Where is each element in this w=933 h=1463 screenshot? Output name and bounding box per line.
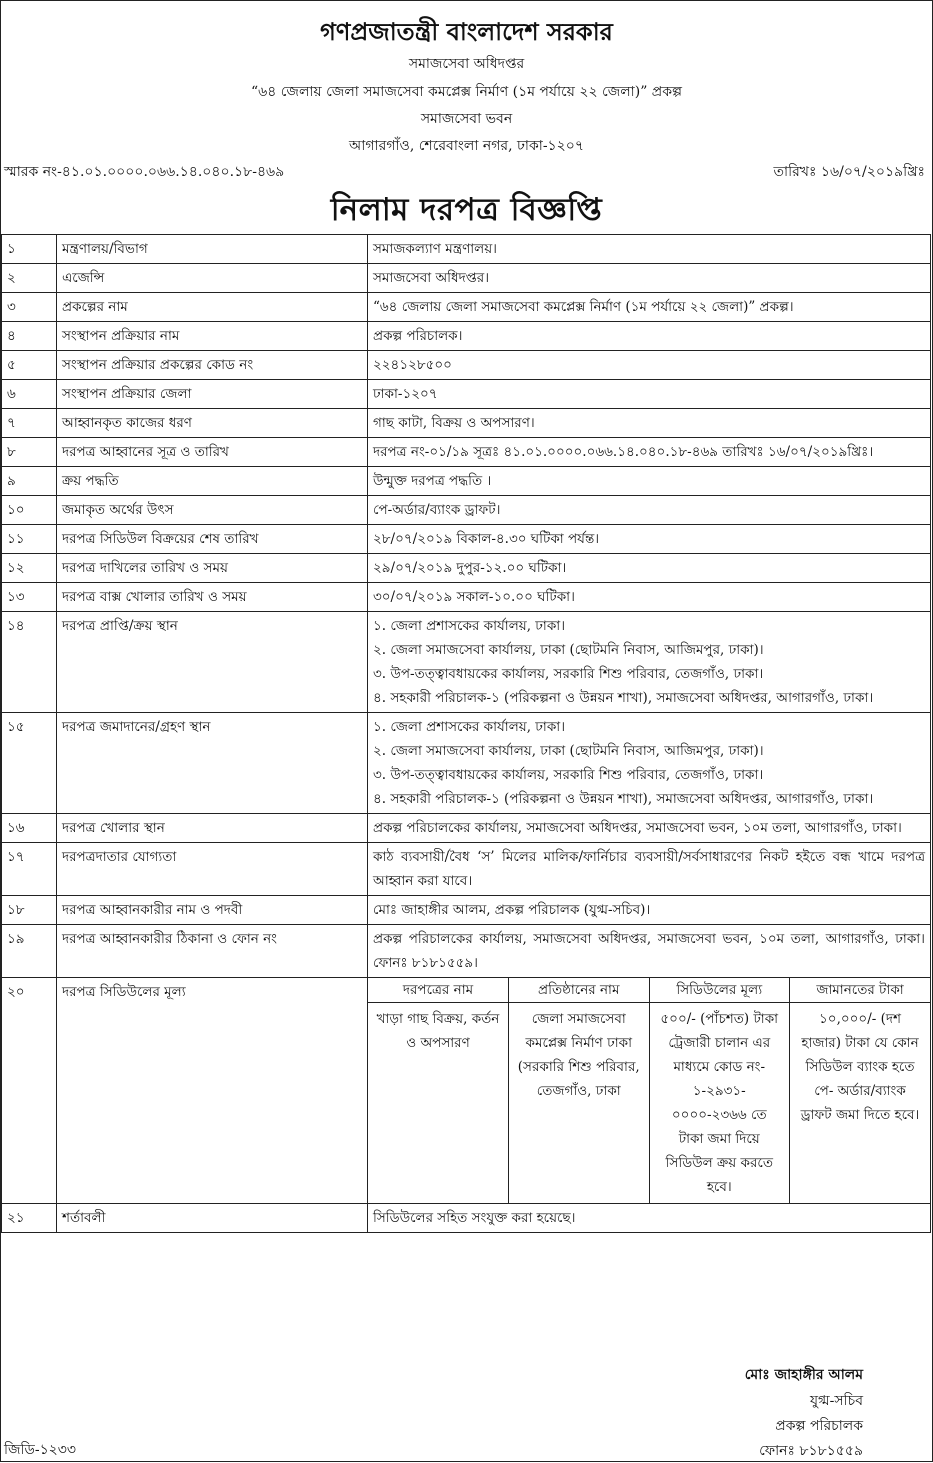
table-row	[2, 896, 931, 925]
list-item: ৩. উপ-তত্ত্বাবধায়কের কার্যালয়, সরকারি শিশু পরিবার, তেজগাঁও, ঢাকা।	[373, 767, 764, 783]
row-value: ২২৪১২৮৫০০	[368, 351, 931, 380]
row-label: প্রকল্পের নাম	[57, 293, 368, 322]
row-value: দরপত্র নং-০১/১৯ সূত্রঃ ৪১.০১.০০০০.০৬৬.১৪.০৪০.১৮-৪৬৯ তারিখঃ ১৬/০৭/২০১৯খ্রিঃ।	[368, 438, 931, 467]
row-value: প্রকল্প পরিচালকের কার্যালয়, সমাজসেবা অধিদপ্তর, সমাজসেবা ভবন, ১০ম তলা, আগারগাঁও, ঢাকা।	[368, 814, 931, 843]
row-value: সমাজকল্যাণ মন্ত্রণালয়।	[368, 235, 931, 264]
table-row	[2, 235, 931, 264]
row-label: দরপত্র আহ্বানের সূত্র ও তারিখ	[57, 438, 368, 467]
row-value: প্রকল্প পরিচালকের কার্যালয়, সমাজসেবা অধিদপ্তর, সমাজসেবা ভবন, ১০ম তলা, আগারগাঁও, ঢাকা। ফোনঃ ৮১৮১৫৫৯।	[368, 925, 931, 978]
list-item: ৩. উপ-তত্ত্বাবধায়কের কার্যালয়, সরকারি শিশু পরিবার, তেজগাঁও, ঢাকা।	[373, 666, 764, 682]
signatory-phone: ফোনঃ ৮১৮১৫৫৯	[759, 1443, 863, 1459]
table-row	[2, 843, 931, 896]
row-label: দরপত্র জমাদানের/গ্রহণ স্থান	[57, 713, 368, 814]
table-row	[2, 409, 931, 438]
row-value: ২৯/০৭/২০১৯ দুপুর-১২.০০ ঘটিকা।	[368, 554, 931, 583]
table-row	[2, 814, 931, 843]
row-value: সমাজসেবা অধিদপ্তর।	[368, 264, 931, 293]
row-number: ১০	[2, 496, 57, 525]
column-header: জামানতের টাকা	[790, 978, 931, 1003]
table-row	[2, 467, 931, 496]
tender-table	[1, 234, 931, 1233]
table-row	[2, 612, 931, 713]
row-number: ৮	[2, 438, 57, 467]
list-item: ৪. সহকারী পরিচালক-১ (পরিকল্পনা ও উন্নয়ন শাখা), সমাজসেবা অধিদপ্তর, আগারগাঁও, ঢাকা।	[373, 690, 874, 706]
row-label: ক্রয় পদ্ধতি	[57, 467, 368, 496]
building-name: সমাজসেবা ভবন	[420, 111, 513, 127]
schedule-price-table	[368, 978, 930, 1203]
signatory-designation: যুগ্ম-সচিব	[809, 1393, 863, 1409]
table-row	[2, 351, 931, 380]
row-label: দরপত্র দাখিলের তারিখ ও সময়	[57, 554, 368, 583]
row-number: ১৬	[2, 814, 57, 843]
row-number: ১৩	[2, 583, 57, 612]
row-label: দরপত্র প্রাপ্তি/ক্রয় স্থান	[57, 612, 368, 713]
notice-title: নিলাম দরপত্র বিজ্ঞপ্তি	[330, 192, 603, 228]
row-label: দরপত্র আহ্বানকারীর ঠিকানা ও ফোন নং	[57, 925, 368, 978]
row-value: পে-অর্ডার/ব্যাংক ড্রাফট।	[368, 496, 931, 525]
table-row	[2, 438, 931, 467]
row-label: দরপত্র সিডিউল বিক্রয়ের শেষ তারিখ	[57, 525, 368, 554]
table-row	[2, 293, 931, 322]
row-label: সংস্থাপন প্রক্রিয়ার নাম	[57, 322, 368, 351]
row-number: ১৪	[2, 612, 57, 713]
row-number: ১	[2, 235, 57, 264]
table-row	[2, 925, 931, 978]
address: আগারগাঁও, শেরেবাংলা নগর, ঢাকা-১২০৭	[349, 138, 584, 154]
row-number: ১২	[2, 554, 57, 583]
row-number: ১৫	[2, 713, 57, 814]
row-label: শর্তাবলী	[57, 1204, 368, 1233]
schedule-data-row	[368, 1003, 930, 1204]
row-number: ৯	[2, 467, 57, 496]
column-header: দরপত্রের নাম	[368, 978, 509, 1003]
table-row	[2, 322, 931, 351]
table-row	[2, 496, 931, 525]
row-value-list	[368, 713, 931, 814]
table-row	[2, 713, 931, 814]
table-row	[2, 264, 931, 293]
list-item: ১. জেলা প্রশাসকের কার্যালয়, ঢাকা।	[373, 618, 566, 634]
table-row	[2, 978, 931, 1204]
list-item: ৪. সহকারী পরিচালক-১ (পরিকল্পনা ও উন্নয়ন শাখা), সমাজসেবা অধিদপ্তর, আগারগাঁও, ঢাকা।	[373, 791, 874, 807]
institution-name-cell: জেলা সমাজসেবা কমপ্লেক্স নির্মাণ ঢাকা (সরকারি শিশু পরিবার, তেজগাঁও, ঢাকা	[509, 1003, 650, 1204]
project-name: “৬৪ জেলায় জেলা সমাজসেবা কমপ্লেক্স নির্মাণ (১ম পর্যায়ে ২২ জেলা)” প্রকল্প	[250, 84, 683, 100]
memo-date: তারিখঃ ১৬/০৭/২০১৯খ্রিঃ	[773, 164, 925, 180]
row-number: ১১	[2, 525, 57, 554]
memo-number: স্মারক নং-৪১.০১.০০০০.০৬৬.১৪.০৪০.১৮-৪৬৯	[4, 164, 285, 180]
department-name: সমাজসেবা অধিদপ্তর	[408, 56, 525, 72]
row-label: দরপত্রদাতার যোগ্যতা	[57, 843, 368, 896]
row-number: ১৭	[2, 843, 57, 896]
table-row	[2, 525, 931, 554]
row-number: ৬	[2, 380, 57, 409]
row-number: ২১	[2, 1204, 57, 1233]
security-money-value: ১০,০০০/- (দশ হাজার) টাকা যে কোন সিডিউল ব্যাংক হতে পে- অর্ডার/ব্যাংক ড্রাফট জমা দিতে হবে।	[790, 1003, 931, 1204]
row-label: সংস্থাপন প্রক্রিয়ার প্রকল্পের কোড নং	[57, 351, 368, 380]
row-label: সংস্থাপন প্রক্রিয়ার জেলা	[57, 380, 368, 409]
row-label: জমাকৃত অর্থের উৎস	[57, 496, 368, 525]
row-value: ২৮/০৭/২০১৯ বিকাল-৪.৩০ ঘটিকা পর্যন্ত।	[368, 525, 931, 554]
row-value: প্রকল্প পরিচালক।	[368, 322, 931, 351]
schedule-price-value: ৫০০/- (পাঁচশত) টাকা ট্রেজারী চালান এর মাধ্যমে কোড নং- ১-২৯৩১- ০০০০-২৩৬৬ তে টাকা জমা দিয়ে সিডিউল ক্রয় করতে হবে।	[649, 1003, 790, 1204]
table-row	[2, 1204, 931, 1233]
row-label: এজেন্সি	[57, 264, 368, 293]
table-row	[2, 380, 931, 409]
table-row	[2, 583, 931, 612]
row-number: ১৮	[2, 896, 57, 925]
schedule-header-row	[368, 978, 930, 1003]
row-label: আহ্বানকৃত কাজের ধরণ	[57, 409, 368, 438]
row-value: উন্মুক্ত দরপত্র পদ্ধতি ।	[368, 467, 931, 496]
row-number: ২	[2, 264, 57, 293]
row-number: ২০	[2, 978, 57, 1204]
tender-name-cell: খাড়া গাছ বিক্রয়, কর্তন ও অপসারণ	[376, 1011, 500, 1051]
row-number: ৩	[2, 293, 57, 322]
list-item: ২. জেলা সমাজসেবা কার্যালয়, ঢাকা (ছোটমনি নিবাস, আজিমপুর, ঢাকা)।	[373, 743, 764, 759]
row-value: কাঠ ব্যবসায়ী/বৈধ ‘স’ মিলের মালিক/ফার্নিচার ব্যবসায়ী/সর্বসাধারণের নিকট হইতে বন্ধ খামে দরপত্র আহ্বান করা যাবে।	[368, 843, 931, 896]
row-number: ১৯	[2, 925, 57, 978]
signatory-name: মোঃ জাহাঙ্গীর আলম	[744, 1367, 863, 1383]
row-number: ৭	[2, 409, 57, 438]
schedule-price-cell	[368, 978, 931, 1204]
row-value: ঢাকা-১২০৭	[368, 380, 931, 409]
row-number: ৪	[2, 322, 57, 351]
row-label: দরপত্র বাক্স খোলার তারিখ ও সময়	[57, 583, 368, 612]
row-label: দরপত্র সিডিউলের মূল্য	[57, 978, 368, 1204]
list-item: ২. জেলা সমাজসেবা কার্যালয়, ঢাকা (ছোটমনি নিবাস, আজিমপুর, ঢাকা)।	[373, 642, 764, 658]
signatory-position: প্রকল্প পরিচালক	[775, 1418, 863, 1434]
row-value: ৩০/০৭/২০১৯ সকাল-১০.০০ ঘটিকা।	[368, 583, 931, 612]
row-value: সিডিউলের সহিত সংযুক্ত করা হয়েছে।	[368, 1204, 931, 1233]
table-row	[2, 554, 931, 583]
row-value-list	[368, 612, 931, 713]
row-label: দরপত্র আহ্বানকারীর নাম ও পদবী	[57, 896, 368, 925]
row-value: মোঃ জাহাঙ্গীর আলম, প্রকল্প পরিচালক (যুগ্ম-সচিব)।	[368, 896, 931, 925]
gd-number: জিডি-১২৩৩	[4, 1442, 76, 1458]
column-header: সিডিউলের মূল্য	[649, 978, 790, 1003]
government-title: গণপ্রজাতন্ত্রী বাংলাদেশ সরকার	[320, 17, 613, 46]
row-value: গাছ কাটা, বিক্রয় ও অপসারণ।	[368, 409, 931, 438]
row-label: দরপত্র খোলার স্থান	[57, 814, 368, 843]
list-item: ১. জেলা প্রশাসকের কার্যালয়, ঢাকা।	[373, 719, 566, 735]
column-header: প্রতিষ্ঠানের নাম	[509, 978, 650, 1003]
row-label: মন্ত্রণালয়/বিভাগ	[57, 235, 368, 264]
row-value: “৬৪ জেলায় জেলা সমাজসেবা কমপ্লেক্স নির্মাণ (১ম পর্যায়ে ২২ জেলা)” প্রকল্প।	[368, 293, 931, 322]
row-number: ৫	[2, 351, 57, 380]
